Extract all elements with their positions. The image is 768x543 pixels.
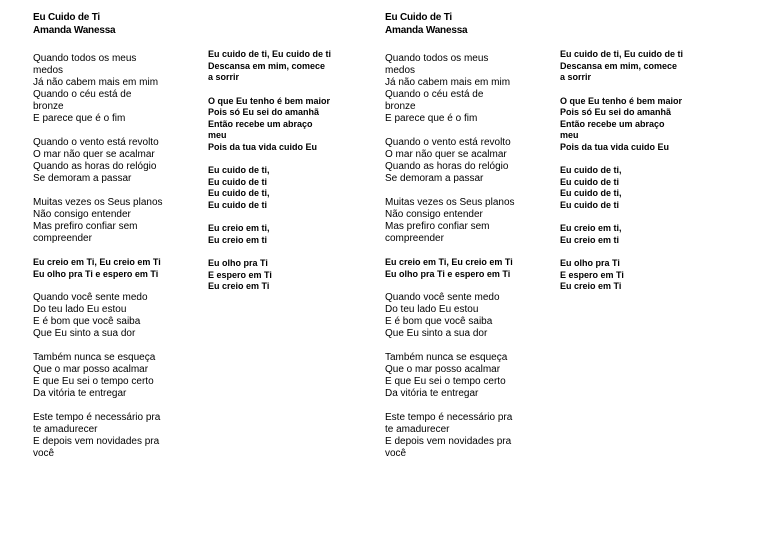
chorus-block [208,96,383,154]
lyric-line: Quando todos os meus [385,53,489,64]
lyric-line: Que o mar posso acalmar [385,364,501,375]
lyric-line: O que Eu tenho é bem maior [560,95,683,106]
lyric-line: você [385,448,407,459]
lyric-line: Eu cuido de ti, Eu cuido de ti [560,49,684,59]
lyric-line: Eu cuido de ti [208,199,268,210]
lyric-line: Quando você sente medo [33,292,148,303]
lyric-line: E depois vem novidades pra [33,436,160,447]
lyric-line: Já não cabem mais em mim [33,77,159,88]
lyric-line: Que Eu sinto a sua dor [33,328,136,339]
verse-block [33,197,203,245]
lyric-line: Este tempo é necessário pra [33,412,161,423]
lyric-line: Eu creio em ti, [560,223,622,233]
lyric-line: E parece que é o fim [33,113,126,124]
chorus-block [560,165,735,211]
chorus-block [208,258,383,293]
chorus-block [560,223,735,246]
lyric-line: Da vitória te entregar [385,388,479,399]
lyric-line: Quando as horas do relógio [385,161,509,172]
lyric-line: Pois só Eu sei do amanhã [208,107,320,117]
lyric-line: medos [33,65,64,76]
lyric-line: Se demoram a passar [385,173,484,184]
lyric-line: Eu olho pra Ti e espero em Ti [33,268,159,279]
lyric-line: Eu cuido de ti, [208,165,270,175]
lyrics-verses-column [33,11,203,472]
lyric-line: compreender [33,233,92,244]
chorus-block [560,49,735,84]
lyric-line: Quando o vento está revolto [33,137,159,148]
lyric-line: Mas prefiro confiar sem [33,221,138,232]
chorus-block [208,223,383,246]
verse-block [385,197,555,245]
lyric-line: E é bom que você saiba [33,316,141,327]
verse-block-bold [33,257,203,280]
lyric-line: E é bom que você saiba [385,316,493,327]
lyric-line: Eu creio em ti [208,234,268,245]
chorus-block [208,165,383,211]
lyric-line: O que Eu tenho é bem maior [208,95,331,106]
lyric-line: Eu cuido de ti [208,176,268,187]
lyric-line: medos [385,65,416,76]
lyric-line: E parece que é o fim [385,113,478,124]
chorus-block [560,96,735,154]
lyrics-verses-column [385,11,555,472]
lyric-line: E que Eu sei o tempo certo [385,376,506,387]
verse-block [33,292,203,340]
verse-block [33,53,203,125]
lyric-line: Do teu lado Eu estou [385,304,479,315]
lyric-line: meu [560,130,579,140]
lyric-line: bronze [33,101,64,112]
verse-block [385,352,555,400]
lyric-line: a sorrir [560,72,592,82]
lyric-line: Quando o céu está de [33,89,132,100]
lyric-line: Quando o céu está de [385,89,484,100]
lyric-line: Se demoram a passar [33,173,132,184]
lyric-line: Eu creio em Ti [560,281,622,291]
lyric-line: Descansa em mim, comece [208,60,326,71]
lyric-line: Eu cuido de ti, [208,188,270,198]
lyric-line: Eu creio em ti [560,234,620,245]
lyric-line: E espero em Ti [560,269,624,280]
lyric-line: Mas prefiro confiar sem [385,221,490,232]
lyric-line: Eu creio em Ti, Eu creio em Ti [33,257,161,267]
lyric-line: Então recebe um abraço [560,118,665,129]
verse-block [33,412,203,460]
song-title: Eu Cuido de Ti [385,12,453,23]
lyric-line: te amadurecer [385,424,450,435]
lyric-line: Eu cuido de ti, Eu cuido de ti [208,49,332,59]
lyric-line: Eu cuido de ti [560,176,620,187]
verse-block [33,137,203,185]
lyric-line: O mar não quer se acalmar [33,149,155,160]
lyric-line: Não consigo entender [385,209,483,220]
lyric-line: Quando todos os meus [33,53,137,64]
lyric-line: E depois vem novidades pra [385,436,512,447]
lyric-line: O mar não quer se acalmar [385,149,507,160]
verse-block [33,352,203,400]
lyric-line: Da vitória te entregar [33,388,127,399]
lyric-line: Não consigo entender [33,209,131,220]
lyric-line: E que Eu sei o tempo certo [33,376,154,387]
lyric-line: Este tempo é necessário pra [385,412,513,423]
lyric-line: Descansa em mim, comece [560,60,678,71]
lyric-line: Também nunca se esqueça [33,352,156,363]
lyric-line: Já não cabem mais em mim [385,77,511,88]
lyric-line: Eu cuido de ti, [560,165,622,175]
lyric-line: Quando as horas do relógio [33,161,157,172]
song-header [33,11,203,37]
lyric-line: a sorrir [208,72,240,82]
lyric-line: bronze [385,101,416,112]
lyric-line: Eu olho pra Ti [560,258,620,268]
lyric-line: Eu cuido de ti [560,199,620,210]
lyric-line: E espero em Ti [208,269,272,280]
lyric-line: Que o mar posso acalmar [33,364,149,375]
lyric-line: Pois da tua vida cuido Eu [560,141,670,152]
lyric-line: Eu cuido de ti, [560,188,622,198]
song-artist: Amanda Wanessa [385,25,468,36]
verse-block-bold [385,257,555,280]
lyric-line: Muitas vezes os Seus planos [385,197,515,208]
lyric-line: Que Eu sinto a sua dor [385,328,488,339]
lyrics-chorus-column [560,49,735,305]
lyric-line: te amadurecer [33,424,98,435]
lyric-line: Do teu lado Eu estou [33,304,127,315]
lyric-line: você [33,448,55,459]
lyrics-copy-left [33,11,393,531]
lyric-line: meu [208,130,227,140]
lyric-line: Quando o vento está revolto [385,137,511,148]
lyric-line: Eu olho pra Ti [208,258,268,268]
song-title: Eu Cuido de Ti [33,12,101,23]
song-artist: Amanda Wanessa [33,25,116,36]
lyric-line: Eu creio em ti, [208,223,270,233]
verse-block [385,53,555,125]
lyric-line: Então recebe um abraço [208,118,313,129]
chorus-block [208,49,383,84]
song-header [385,11,555,37]
lyric-line: compreender [385,233,444,244]
lyric-line: Muitas vezes os Seus planos [33,197,163,208]
verse-block [385,412,555,460]
lyrics-chorus-column [208,49,383,305]
lyric-line: Eu creio em Ti, Eu creio em Ti [385,257,513,267]
lyric-line: Eu creio em Ti [208,281,270,291]
lyric-line: Pois só Eu sei do amanhã [560,107,672,117]
chorus-block [560,258,735,293]
lyric-line: Eu olho pra Ti e espero em Ti [385,268,511,279]
lyric-line: Pois da tua vida cuido Eu [208,141,318,152]
lyrics-copy-right [385,11,745,531]
verse-block [385,292,555,340]
verse-block [385,137,555,185]
lyric-line: Quando você sente medo [385,292,500,303]
lyric-line: Também nunca se esqueça [385,352,508,363]
